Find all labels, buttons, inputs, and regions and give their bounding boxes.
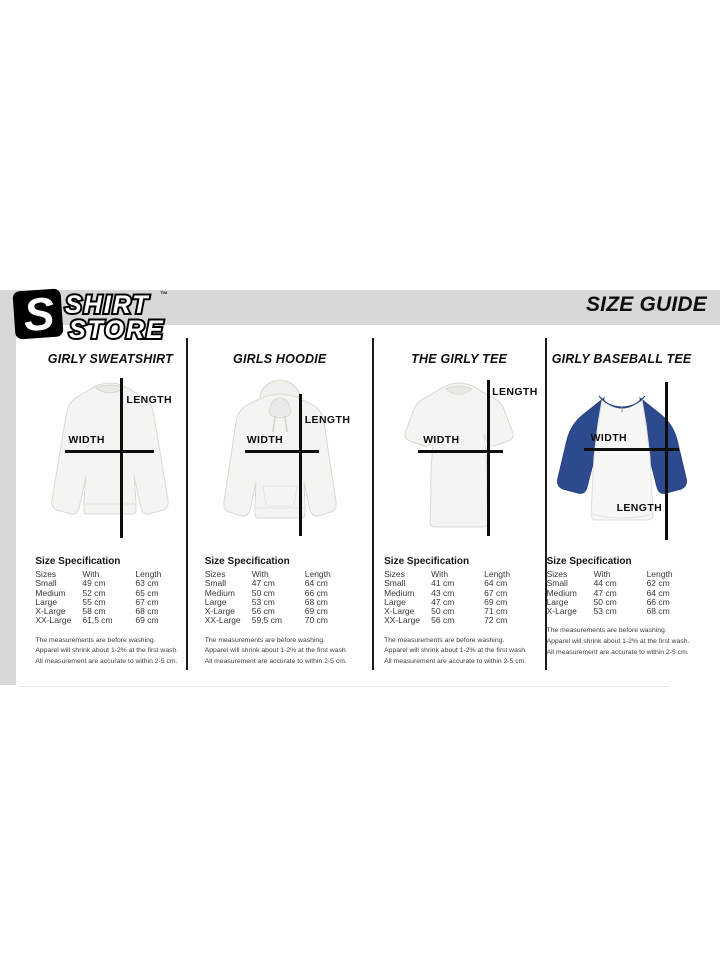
size-cell: XX-Large bbox=[384, 615, 421, 626]
width-cell: 56 cm bbox=[251, 606, 275, 617]
length-line bbox=[299, 394, 302, 536]
size-cell: Large bbox=[546, 596, 569, 607]
size-cell: Medium bbox=[384, 587, 415, 598]
col-header-width: With bbox=[431, 569, 449, 579]
size-cell: Large bbox=[384, 596, 406, 607]
table-row bbox=[205, 616, 355, 625]
measurement-notes bbox=[205, 636, 355, 668]
width-line bbox=[65, 450, 154, 453]
table-header-row bbox=[547, 570, 697, 579]
table-row bbox=[205, 589, 355, 598]
length-cell: 66 cm bbox=[646, 596, 670, 607]
col-header-sizes: Sizes bbox=[35, 569, 57, 579]
hoodie-image bbox=[205, 372, 355, 544]
size-cell: Small bbox=[384, 578, 406, 589]
width-cell: 47 cm bbox=[431, 596, 455, 607]
size-cell: Large bbox=[35, 596, 58, 607]
width-label: WIDTH bbox=[68, 434, 105, 446]
width-cell: 59,5 cm bbox=[251, 615, 282, 626]
length-line bbox=[665, 382, 668, 540]
length-cell: 64 cm bbox=[484, 578, 508, 589]
note-line: All measurement are accurate to within 2-5 cm. bbox=[35, 657, 178, 665]
product-title: GIRLS HOODIE bbox=[233, 352, 327, 366]
table-row bbox=[547, 589, 697, 598]
left-gray-strip bbox=[0, 325, 16, 685]
note-line: Apparel will shrink about 1-2% at the first wash. bbox=[204, 647, 348, 655]
width-label: WIDTH bbox=[423, 434, 460, 446]
col-header-length: Length bbox=[646, 569, 673, 579]
length-cell: 63 cm bbox=[135, 578, 159, 589]
length-cell: 69 cm bbox=[135, 615, 159, 626]
note-line: All measurement are accurate to within 2-5 cm. bbox=[204, 657, 347, 665]
length-cell: 68 cm bbox=[646, 606, 670, 617]
length-line bbox=[120, 378, 123, 538]
size-cell: Large bbox=[204, 596, 227, 607]
product-title: GIRLY SWEATSHIRT bbox=[47, 352, 173, 366]
length-cell: 68 cm bbox=[135, 606, 159, 617]
column-girls-hoodie bbox=[186, 338, 372, 670]
logo-s-icon: S bbox=[21, 286, 57, 341]
col-header-width: With bbox=[82, 569, 100, 579]
measurement-notes bbox=[384, 636, 534, 668]
length-cell: 72 cm bbox=[484, 615, 508, 626]
size-cell: Small bbox=[35, 578, 57, 589]
size-cell: X-Large bbox=[384, 606, 415, 617]
note-line: Apparel will shrink about 1-2% at the first wash. bbox=[384, 647, 527, 655]
spec-title: Size Specification bbox=[546, 556, 632, 567]
table-header-row bbox=[205, 570, 355, 579]
page-title: SIZE GUIDE bbox=[585, 293, 707, 316]
width-label: WIDTH bbox=[246, 434, 284, 446]
logo-text-store: STORE bbox=[69, 316, 165, 344]
table-row bbox=[35, 616, 185, 625]
width-cell: 55 cm bbox=[82, 596, 106, 607]
note-line: The measurements are before washing. bbox=[204, 636, 325, 644]
baseball-tee-figure bbox=[547, 372, 697, 544]
width-cell: 50 cm bbox=[251, 587, 275, 598]
spec-title: Size Specification bbox=[384, 556, 470, 567]
product-title: THE GIRLY TEE bbox=[411, 352, 508, 366]
length-cell: 68 cm bbox=[304, 596, 328, 607]
table-row bbox=[547, 607, 697, 616]
width-cell: 53 cm bbox=[593, 606, 617, 617]
length-cell: 65 cm bbox=[135, 587, 159, 598]
size-cell: XX-Large bbox=[204, 615, 241, 626]
logo-mark-box bbox=[12, 286, 64, 341]
width-cell: 53 cm bbox=[251, 596, 275, 607]
size-cell: Medium bbox=[204, 587, 235, 598]
width-cell: 50 cm bbox=[431, 606, 455, 617]
bottom-divider bbox=[20, 686, 668, 687]
width-cell: 47 cm bbox=[593, 587, 617, 598]
hoodie-figure bbox=[205, 372, 355, 544]
spec-title: Size Specification bbox=[204, 556, 290, 567]
length-cell: 62 cm bbox=[646, 578, 670, 589]
width-cell: 43 cm bbox=[431, 587, 455, 598]
measurement-notes bbox=[35, 636, 185, 668]
width-label: WIDTH bbox=[590, 432, 627, 444]
size-guide-columns bbox=[35, 338, 692, 670]
width-cell: 41 cm bbox=[431, 578, 455, 589]
spec-title: Size Specification bbox=[35, 556, 121, 567]
width-cell: 49 cm bbox=[82, 578, 106, 589]
width-cell: 56 cm bbox=[431, 615, 455, 626]
width-cell: 61,5 cm bbox=[82, 615, 113, 626]
length-cell: 67 cm bbox=[135, 596, 159, 607]
sweatshirt-figure bbox=[35, 372, 185, 544]
size-cell: Small bbox=[546, 578, 568, 589]
note-line: All measurement are accurate to within 2-5 cm. bbox=[384, 657, 527, 665]
col-header-sizes: Sizes bbox=[546, 569, 568, 579]
length-cell: 67 cm bbox=[484, 587, 508, 598]
length-cell: 66 cm bbox=[304, 587, 328, 598]
length-label: LENGTH bbox=[616, 502, 663, 514]
length-cell: 64 cm bbox=[304, 578, 328, 589]
length-cell: 64 cm bbox=[646, 587, 670, 598]
note-line: Apparel will shrink about 1-2% at the first wash. bbox=[35, 647, 179, 655]
table-row bbox=[384, 616, 534, 625]
note-line: The measurements are before washing. bbox=[546, 627, 667, 635]
logo-text-shirt: SHIRT bbox=[65, 291, 150, 319]
size-cell: X-Large bbox=[35, 606, 66, 617]
product-title: GIRLY BASEBALL TEE bbox=[551, 352, 692, 366]
table-header-row bbox=[35, 570, 185, 579]
shirt-store-logo bbox=[8, 282, 188, 346]
size-cell: X-Large bbox=[204, 606, 235, 617]
tee-figure bbox=[384, 372, 538, 544]
width-cell: 58 cm bbox=[82, 606, 106, 617]
col-header-sizes: Sizes bbox=[204, 569, 226, 579]
size-cell: XX-Large bbox=[35, 615, 72, 626]
width-line bbox=[584, 448, 679, 451]
measurement-notes bbox=[547, 626, 697, 658]
col-header-sizes: Sizes bbox=[384, 569, 405, 579]
width-cell: 52 cm bbox=[82, 587, 106, 598]
table-row bbox=[384, 589, 534, 598]
column-girly-tee bbox=[372, 338, 545, 670]
baseball-tee-image bbox=[547, 372, 697, 544]
width-cell: 44 cm bbox=[593, 578, 617, 589]
size-cell: Small bbox=[204, 578, 226, 589]
table-row bbox=[35, 589, 185, 598]
note-line: The measurements are before washing. bbox=[35, 636, 156, 644]
length-label: LENGTH bbox=[492, 386, 538, 398]
length-cell: 69 cm bbox=[484, 596, 508, 607]
length-cell: 69 cm bbox=[304, 606, 328, 617]
column-girly-baseball-tee bbox=[545, 338, 697, 670]
size-cell: Medium bbox=[35, 587, 66, 598]
table-header-row bbox=[384, 570, 534, 579]
width-cell: 50 cm bbox=[593, 596, 617, 607]
width-line bbox=[418, 450, 503, 453]
length-label: LENGTH bbox=[126, 394, 172, 406]
length-cell: 71 cm bbox=[484, 606, 508, 617]
width-cell: 47 cm bbox=[251, 578, 275, 589]
trademark-symbol: ™ bbox=[160, 290, 168, 299]
note-line: Apparel will shrink about 1-2% at the first wash. bbox=[546, 638, 690, 646]
size-cell: Medium bbox=[546, 587, 577, 598]
note-line: The measurements are before washing. bbox=[384, 636, 505, 644]
note-line: All measurement are accurate to within 2-5 cm. bbox=[546, 648, 689, 656]
col-header-length: Length bbox=[135, 569, 162, 579]
col-header-width: With bbox=[593, 569, 611, 579]
col-header-length: Length bbox=[484, 569, 511, 579]
size-cell: X-Large bbox=[546, 606, 577, 617]
col-header-width: With bbox=[251, 569, 269, 579]
length-cell: 70 cm bbox=[304, 615, 328, 626]
column-girly-sweatshirt bbox=[35, 338, 186, 670]
width-line bbox=[245, 450, 319, 453]
length-label: LENGTH bbox=[304, 414, 351, 426]
col-header-length: Length bbox=[304, 569, 331, 579]
length-line bbox=[487, 380, 490, 536]
